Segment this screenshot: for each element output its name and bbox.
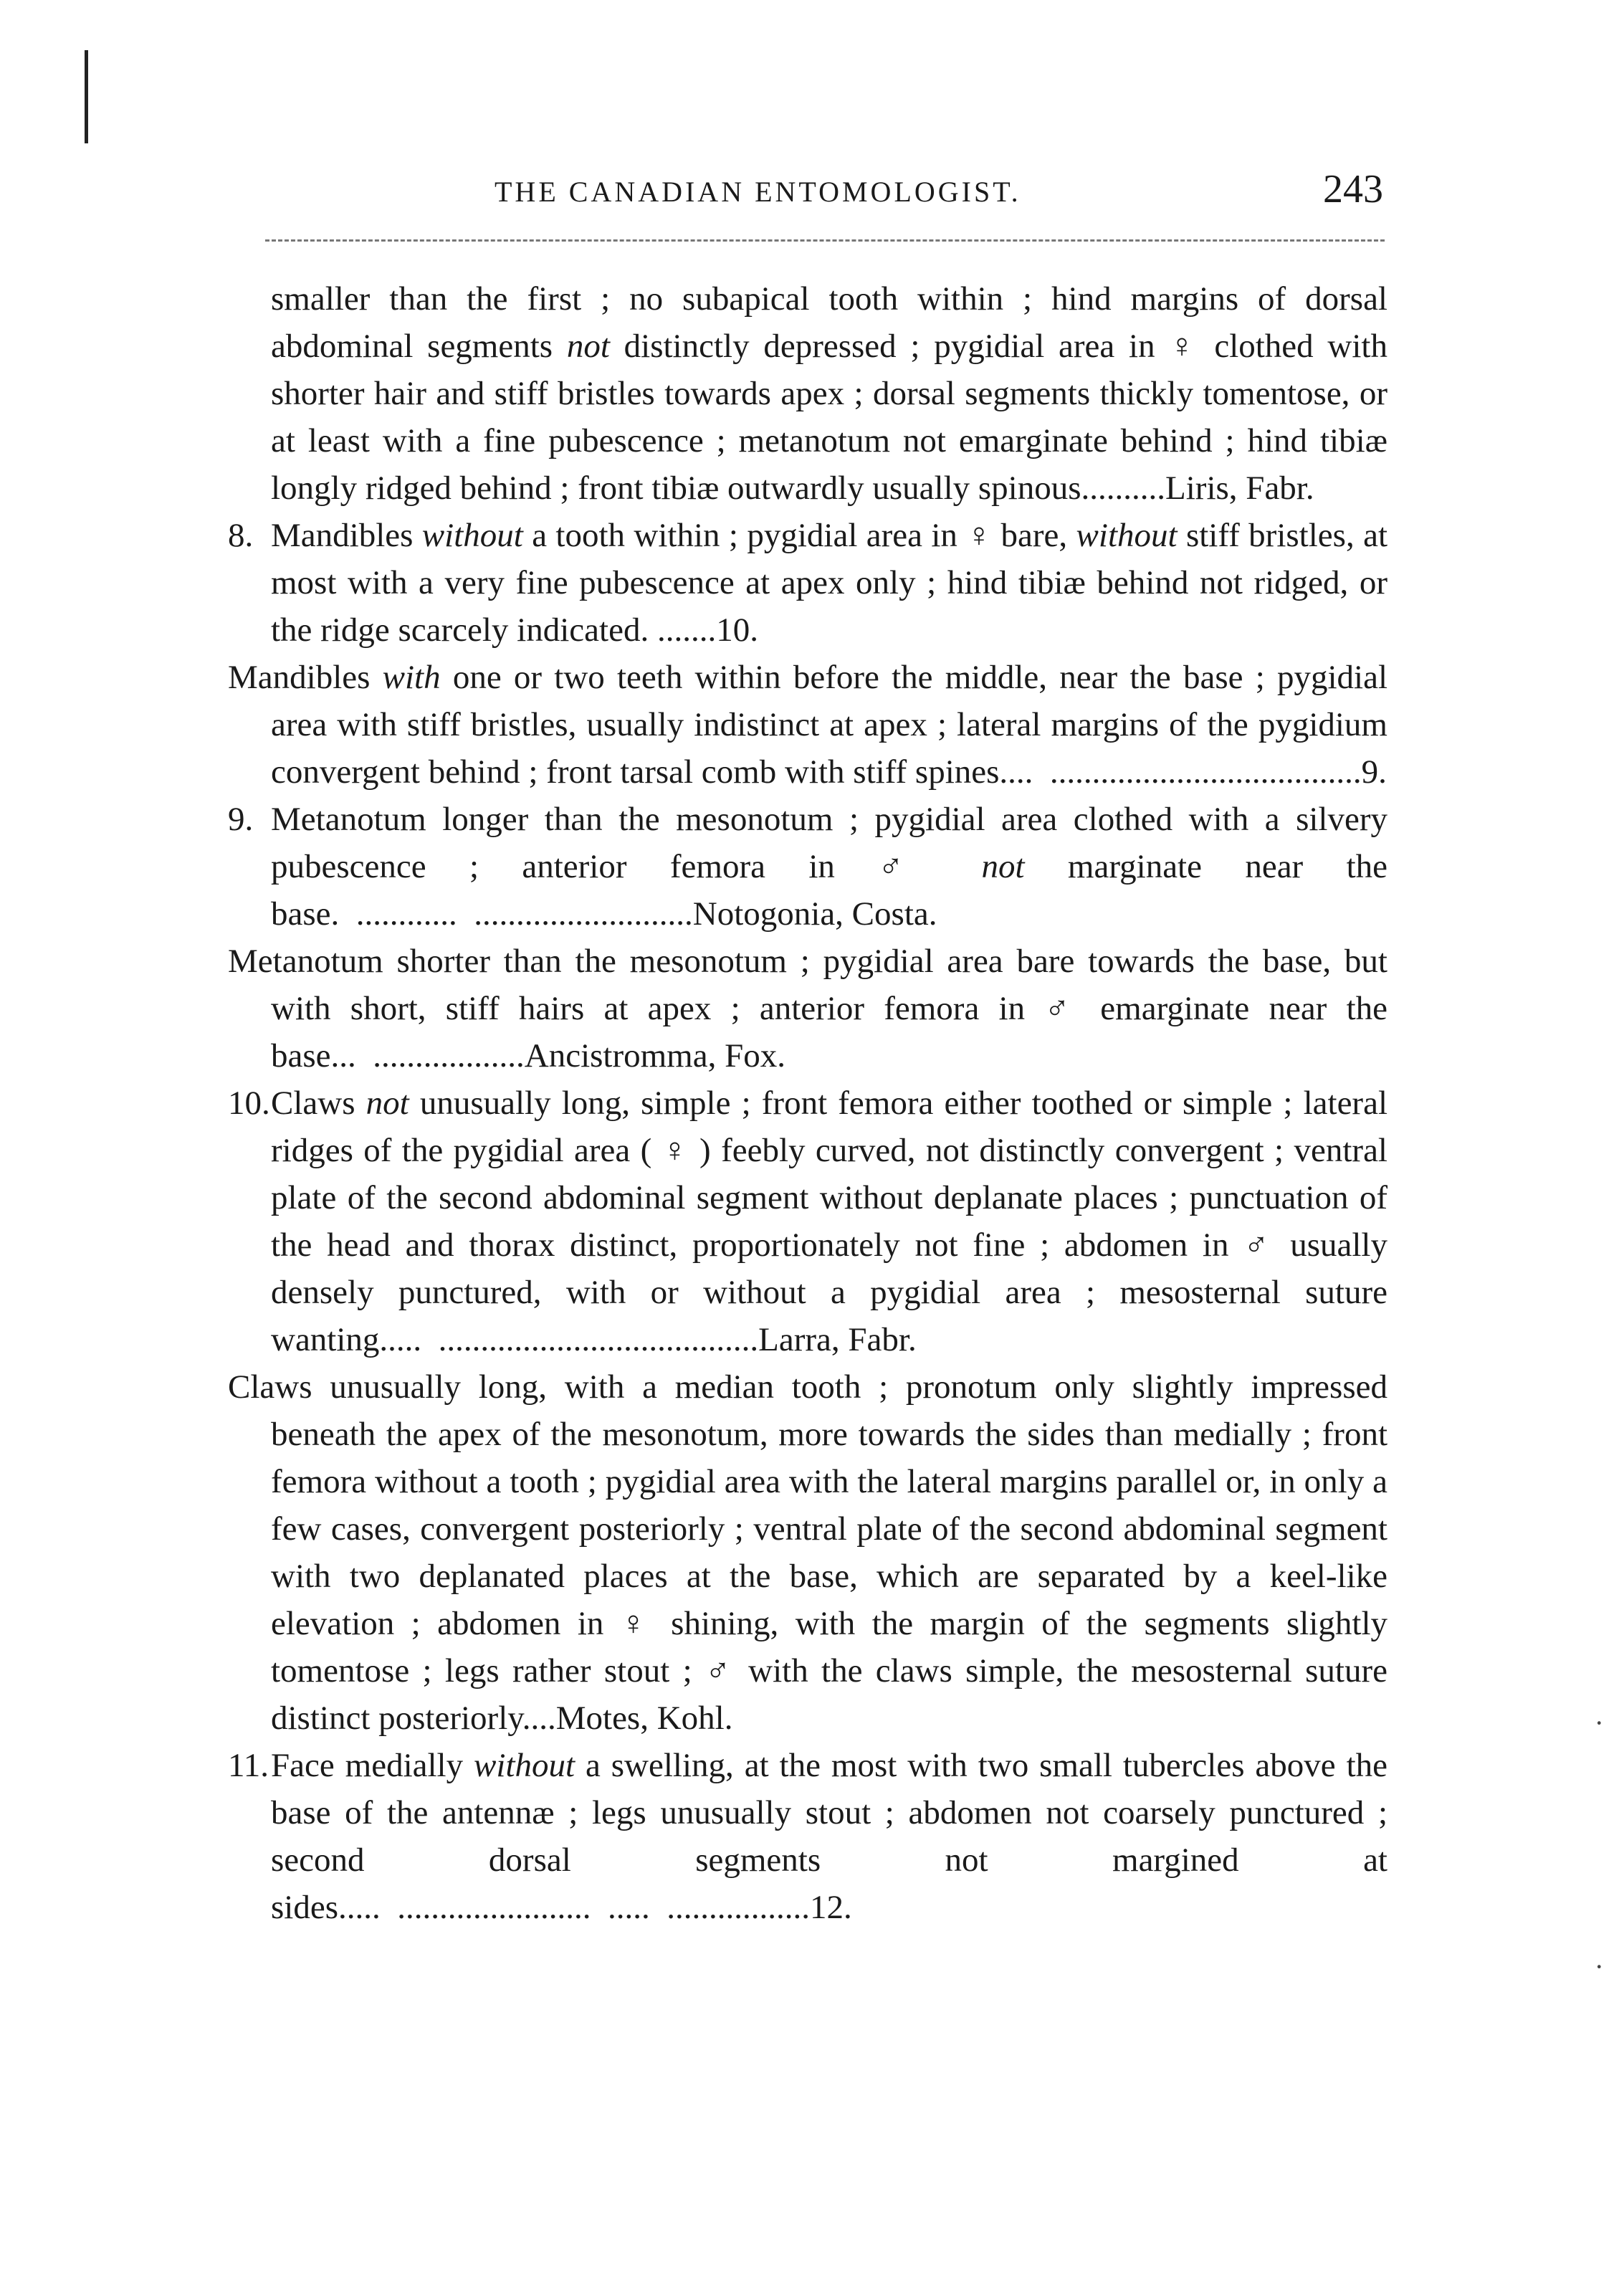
- key-entry: [228, 1742, 1387, 1931]
- scan-speck: ·: [1594, 1707, 1604, 1739]
- dot-leader: ..... ....................... ..... .................: [338, 1889, 810, 1926]
- entry-text: Claws unusually long, with a median tooth ; pronotum only slightly impressed beneath the apex of the mesonotum, more towards the sides than medially ; front femora without a tooth ; pygidial area with the lateral margins parallel or, in only a few cases, convergent posteriorly ; ventral plate of the second abdominal segment with two deplanated places at the base, which are separated by a keel-like elevation ; abdomen in ♀ shining, with the margin of the segments slightly tomentose ; legs rather stout ; ♂ with the claws simple, the mesosternal suture distinct posteriorly: [228, 1368, 1387, 1737]
- dot-leader: .......: [656, 611, 717, 649]
- key-entry: [228, 275, 1387, 512]
- taxon-result: Liris, Fabr.: [1165, 470, 1314, 507]
- entry-emphasis: without: [1076, 517, 1178, 554]
- dot-leader: ..... ......................................: [379, 1321, 759, 1358]
- key-entry: [228, 938, 1387, 1080]
- entry-text: Metanotum longer than the mesonotum ; pygidial area clothed with a silvery pubescence ; anterior femora in ♂: [271, 801, 1387, 885]
- entry-text: marginate near the base: [271, 848, 1387, 933]
- key-entry: [228, 796, 1387, 938]
- taxon-result: 10.: [716, 611, 758, 649]
- dot-leader: . ............ ..........................: [330, 895, 693, 933]
- entry-text: Face medially: [271, 1747, 474, 1784]
- dot-leader: ... ..................: [330, 1037, 525, 1074]
- couplet-number: 11.: [228, 1747, 269, 1784]
- entry-emphasis: without: [421, 517, 523, 554]
- page-number: 243: [1323, 167, 1383, 211]
- entry-text: distinctly depressed ; pygidial area in ♀ clothed with shorter hair and stiff bristles towards apex ; dorsal segments thickly tomentose, or at least with a fine pubescence ; metanotum not emarginate behind ; hind tibiæ longly ridged behind ; front tibiæ outwardly usually spinous: [271, 328, 1387, 507]
- entry-text: stiff bristles, at most with a very fine pubescence at apex only ; hind tibiæ behind not ridged, or the ridge scarcely indicated.: [271, 517, 1387, 649]
- key-text: [228, 275, 1387, 1931]
- entry-text: Metanotum shorter than the mesonotum ; pygidial area bare towards the base, but with short, stiff hairs at apex ; anterior femora in ♂ emarginate near the base: [228, 943, 1387, 1074]
- entry-text: a swelling, at the most with two small tubercles above the base of the antennæ ; legs unusually stout ; abdomen not coarsely punctured ; second dorsal segments not margined at sides: [271, 1747, 1387, 1926]
- journal-title: THE CANADIAN ENTOMOLOGIST.: [495, 176, 1021, 208]
- entry-emphasis: without: [474, 1747, 575, 1784]
- key-entry: [228, 1080, 1387, 1363]
- key-entry: [228, 512, 1387, 654]
- scan-speck: ·: [1594, 1950, 1604, 1983]
- couplet-number: 9.: [228, 801, 254, 838]
- key-entry: [228, 1363, 1387, 1742]
- entry-text: Claws: [271, 1085, 366, 1122]
- margin-rule: [85, 50, 88, 143]
- entry-emphasis: with: [382, 659, 441, 696]
- dot-leader: ..........: [1081, 470, 1166, 507]
- running-head: [265, 159, 1383, 224]
- entry-text: smaller than the first ; no subapical tooth within ; hind margins of dorsal abdominal segments: [271, 280, 1387, 365]
- entry-text: Mandibles: [271, 517, 422, 554]
- taxon-result: 12.: [810, 1889, 852, 1926]
- entry-emphasis: not: [566, 328, 610, 365]
- couplet-number: 10.: [228, 1085, 270, 1122]
- entry-text: unusually long, simple ; front femora either toothed or simple ; lateral ridges of the pygidial area ( ♀ ) feebly curved, not distinctly convergent ; ventral plate of the second abdominal segment without deplanate places ; punctuation of the head and thorax distinct, proportionately not fine ; abdomen in ♂ usually densely punctured, with or without a pygidial area ; mesosternal suture wanting: [271, 1085, 1387, 1358]
- taxon-result: Notogonia, Costa.: [692, 895, 937, 933]
- couplet-number: 8.: [228, 517, 254, 554]
- taxon-result: Ancistromma, Fox.: [524, 1037, 785, 1074]
- dot-leader: ....: [522, 1700, 556, 1737]
- key-entry: [228, 654, 1387, 796]
- header-rule: [265, 239, 1385, 242]
- entry-emphasis: not: [981, 848, 1025, 885]
- taxon-result: Motes, Kohl.: [555, 1700, 733, 1737]
- dot-leader: .... .....................................: [999, 753, 1362, 791]
- entry-text: one or two teeth within before the middle, near the base ; pygidial area with stiff bristles, usually indistinct at apex ; lateral margins of the pygidium convergent behind ; front tarsal comb with stiff spines: [271, 659, 1388, 791]
- taxon-result: 9.: [1361, 753, 1387, 791]
- entry-text: Mandibles: [228, 659, 383, 696]
- taxon-result: Larra, Fabr.: [758, 1321, 917, 1358]
- entry-emphasis: not: [366, 1085, 409, 1122]
- entry-text: a tooth within ; pygidial area in ♀ bare,: [522, 517, 1076, 554]
